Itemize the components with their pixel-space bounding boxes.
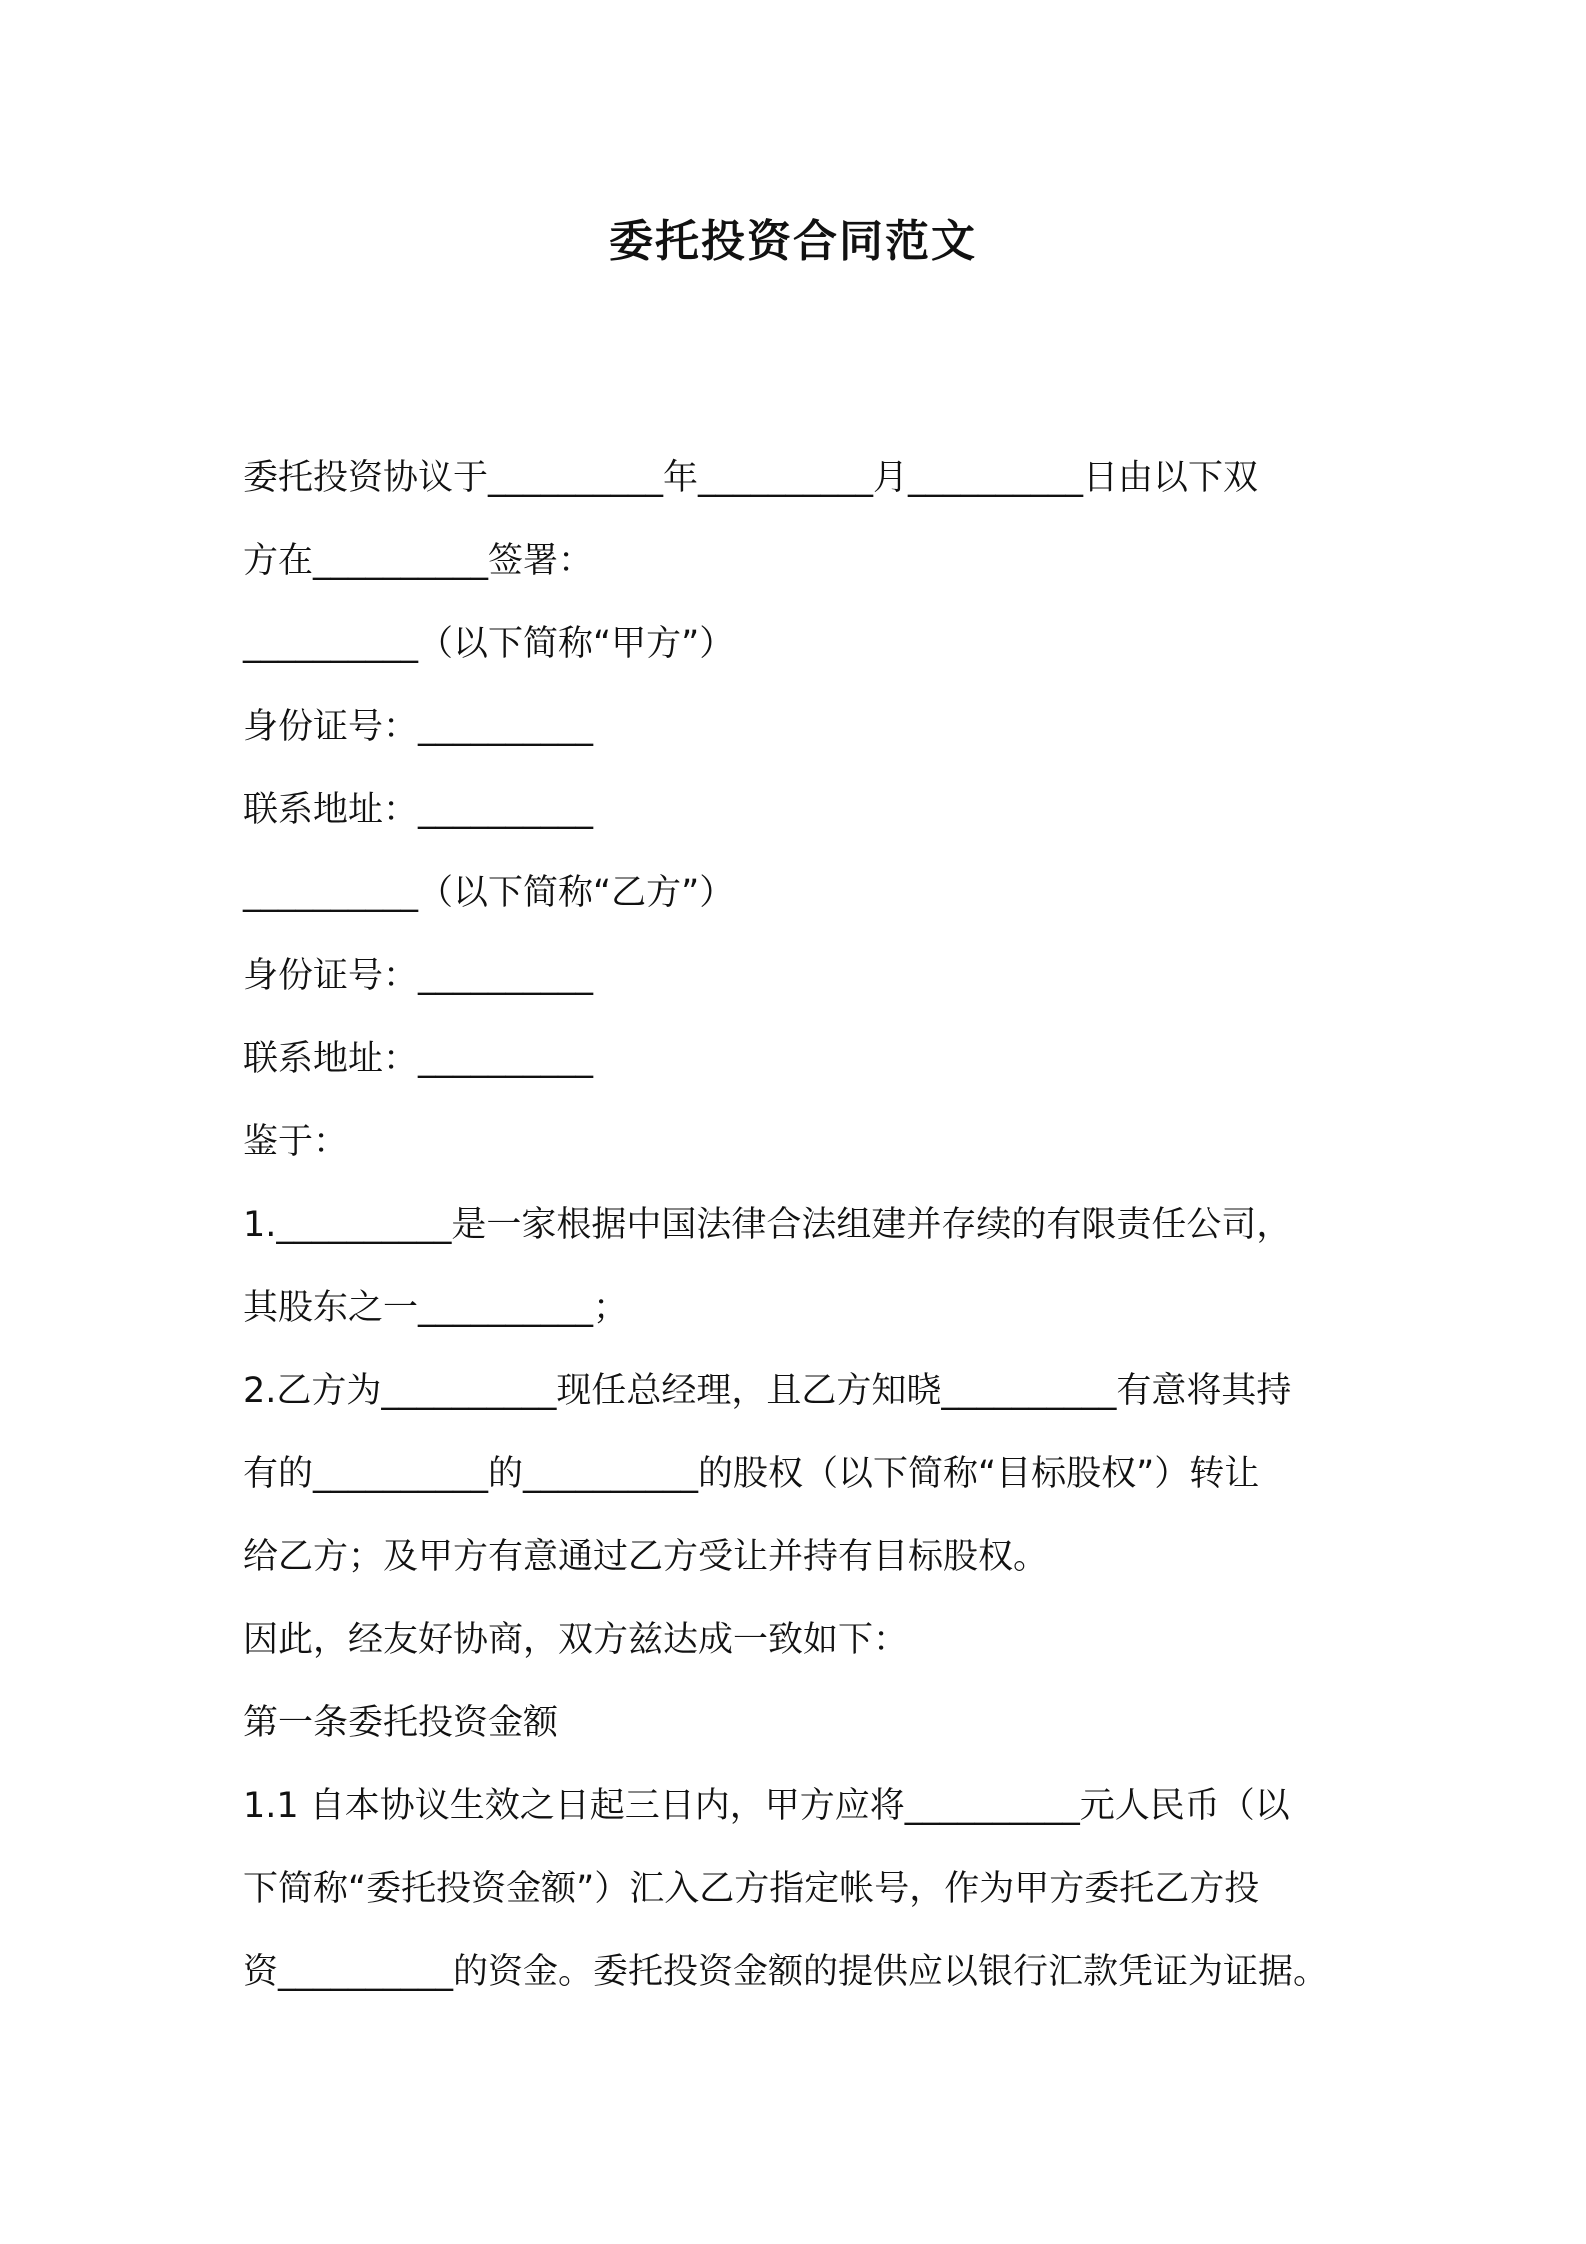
text-line: 委托投资协议于__________年__________月__________日由以下双 bbox=[243, 458, 1259, 498]
document-body bbox=[243, 448, 1363, 2025]
text-line: 2.乙方为__________现任总经理，且乙方知晓__________有意将其持 bbox=[243, 1371, 1292, 1411]
text-line: 身份证号：__________ bbox=[243, 956, 594, 996]
text-line: 联系地址：__________ bbox=[243, 790, 594, 830]
text-line: __________（以下简称“乙方”） bbox=[243, 873, 735, 913]
text-line: 身份证号：__________ bbox=[243, 707, 594, 747]
document-title: 委托投资合同范文 bbox=[609, 216, 977, 267]
text-line: 有的__________的__________的股权（以下简称“目标股权”）转让 bbox=[243, 1454, 1260, 1494]
text-line: 其股东之一__________； bbox=[243, 1288, 629, 1328]
text-line: 给乙方；及甲方有意通过乙方受让并持有目标股权。 bbox=[243, 1537, 1049, 1577]
text-line: __________（以下简称“甲方”） bbox=[243, 624, 735, 664]
text-line: 因此，经友好协商，双方兹达成一致如下： bbox=[243, 1620, 909, 1660]
text-line: 下简称“委托投资金额”）汇入乙方指定帐号，作为甲方委托乙方投 bbox=[243, 1869, 1260, 1909]
text-line: 1.1 自本协议生效之日起三日内，甲方应将__________元人民币（以 bbox=[243, 1786, 1290, 1826]
text-line: 联系地址：__________ bbox=[243, 1039, 594, 1079]
text-line: 1.__________是一家根据中国法律合法组建并存续的有限责任公司， bbox=[243, 1205, 1292, 1245]
text-line: 资__________的资金。委托投资金额的提供应以银行汇款凭证为证据。 bbox=[243, 1952, 1329, 1992]
text-line: 方在__________签署： bbox=[243, 541, 594, 581]
section-heading: 第一条委托投资金额 bbox=[243, 1703, 559, 1743]
text-line: 鉴于： bbox=[243, 1122, 349, 1162]
